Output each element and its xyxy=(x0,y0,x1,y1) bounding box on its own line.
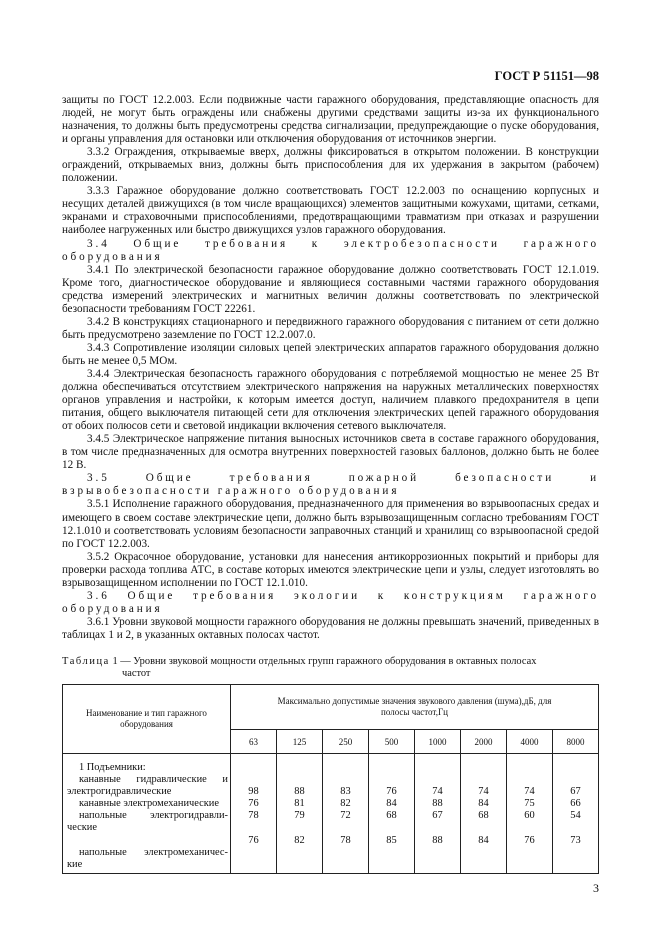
table-cell: 84 xyxy=(386,798,397,810)
freq-header: 125 xyxy=(277,730,323,754)
equipment-names xyxy=(63,754,231,874)
table-cell: 66 xyxy=(570,798,581,810)
value-column xyxy=(507,754,553,874)
row-label: кие xyxy=(67,858,83,870)
spacer xyxy=(369,762,414,774)
freq-header: 4000 xyxy=(507,730,553,754)
table-cell: 88 xyxy=(294,786,305,798)
freq-header: 1000 xyxy=(415,730,461,754)
value-column xyxy=(323,754,369,874)
noise-levels-table xyxy=(62,684,599,874)
spacer xyxy=(461,762,506,774)
spacer xyxy=(231,774,276,786)
spacer xyxy=(323,822,368,834)
table-cell: 60 xyxy=(524,810,535,822)
spacer xyxy=(369,774,414,786)
row-label: канавные электромеханические xyxy=(79,798,219,810)
paragraph: 3.4.2 В конструкциях стационарного и передвижного гаражного оборудования с питанием от сети должно быть предусмотрено заземление по ГОСТ 12.2.007.0. xyxy=(62,315,599,341)
table-cell: 98 xyxy=(248,786,259,798)
paragraph: 3.3.3 Гаражное оборудование должно соответствовать ГОСТ 12.2.003 по оснащению корпусных и несущих деталей движущихся (в том числе вращающихся) элементов защитными кожухами, щитами, сетками, экранами и страховочными приспособлениями, предотвращающими травматизм при отказах и разрушении наиболее нагруженных или быстро движущихся узлов гаражного оборудования. xyxy=(62,185,599,237)
table-cell: 67 xyxy=(570,786,581,798)
table-caption-text: 1 — Уровни звуковой мощности отдельных групп гаражного оборудования в октавных полосах xyxy=(109,656,537,667)
table-cell: 74 xyxy=(524,786,535,798)
value-column xyxy=(231,754,277,874)
table-cell: 84 xyxy=(478,798,489,810)
table-cell: 79 xyxy=(294,810,305,822)
section-heading: 3.4 Общие требования к электробезопасности гаражного оборудования xyxy=(62,237,599,263)
spacer xyxy=(507,762,552,774)
spacer xyxy=(415,774,460,786)
table-cell: 76 xyxy=(248,798,259,810)
value-column xyxy=(277,754,323,874)
table-cell: 82 xyxy=(340,798,351,810)
group-title: 1 Подъемники: xyxy=(79,762,146,773)
table-cell: 76 xyxy=(524,834,535,846)
freq-header: 8000 xyxy=(553,730,599,754)
spacer xyxy=(277,762,322,774)
spacer xyxy=(369,822,414,834)
paragraph: защиты по ГОСТ 12.2.003. Если подвижные части гаражного оборудования, представляющие опасность для людей, не могут быть ограждены или снабжены другими средствами защиты из-за их функционального назначения, то должны быть предусмотрены средства сигнализации, предупреждающие о пуске оборудования, и органы управления для остановки или отключения оборудования от источников энергии. xyxy=(62,94,599,146)
table-cell: 85 xyxy=(386,834,397,846)
paragraph: 3.4.4 Электрическая безопасность гаражного оборудования с потребляемой мощностью не менее 25 Вт должна обеспечиваться отсутствием электрического напряжения на наружных металлических поверхностях органов управления и настройки, к которым имеется доступ, наличием плавкого предохранителя в цепи питания, общего выключателя питающей сети для отключения электрических цепей гаражного оборудования от обоих полюсов сети и световой индикации включения сетевого выключателя. xyxy=(62,367,599,433)
table-caption xyxy=(62,656,599,680)
freq-header: 2000 xyxy=(461,730,507,754)
table-cell: 78 xyxy=(340,834,351,846)
column-header-name: Наименование и тип гаражного оборудования xyxy=(63,685,231,754)
spacer xyxy=(277,774,322,786)
column-header-span: Максимально допустимые значения звукового давления (шума),дБ, для полосы частот,Гц xyxy=(231,685,599,730)
table-cell: 72 xyxy=(340,810,351,822)
freq-header: 250 xyxy=(323,730,369,754)
row-label: напольные электрогидравли- xyxy=(79,810,228,822)
table-cell: 81 xyxy=(294,798,305,810)
spacer xyxy=(415,822,460,834)
spacer xyxy=(461,774,506,786)
spacer xyxy=(507,774,552,786)
paragraph: 3.4.3 Сопротивление изоляции силовых цепей электрических аппаратов гаражного оборудования должно быть не менее 0,5 МОм. xyxy=(62,341,599,367)
spacer xyxy=(461,822,506,834)
paragraph: 3.4.5 Электрическое напряжение питания выносных источников света в составе гаражного оборудования, в том числе предназначенных для осмотра внутренних поверхностей газовых баллонов, должно быть не более 12 В. xyxy=(62,433,599,472)
spacer xyxy=(277,822,322,834)
body-text xyxy=(62,94,599,642)
row-label: ческие xyxy=(67,822,97,834)
table-caption-text-2: частот xyxy=(122,668,151,679)
table-cell: 83 xyxy=(340,786,351,798)
table-cell: 68 xyxy=(386,810,397,822)
spacer xyxy=(231,822,276,834)
table-cell: 73 xyxy=(570,834,581,846)
document-header: ГОСТ Р 51151—98 xyxy=(494,69,599,83)
value-column xyxy=(369,754,415,874)
spacer xyxy=(231,762,276,774)
paragraph: 3.6.1 Уровни звуковой мощности гаражного оборудования не должны превышать значений, приведенных в таблицах 1 и 2, в указанных октавных полосах частот. xyxy=(62,615,599,641)
spacer xyxy=(323,762,368,774)
table-cell: 75 xyxy=(524,798,535,810)
spacer xyxy=(415,762,460,774)
value-column xyxy=(461,754,507,874)
table-caption-label: Таблица xyxy=(62,656,110,667)
spacer xyxy=(553,774,598,786)
row-label: напольные электромеханичес- xyxy=(79,846,228,858)
row-label: электрогидравлические xyxy=(67,786,172,798)
spacer xyxy=(553,762,598,774)
table-cell: 76 xyxy=(248,834,259,846)
section-heading: 3.6 Общие требования экологии к конструкциям гаражного оборудования xyxy=(62,589,599,615)
table-cell: 88 xyxy=(432,798,443,810)
paragraph: 3.4.1 По электрической безопасности гаражное оборудование должно соответствовать ГОСТ 12.1.019. Кроме того, диагностическое оборудование и являющиеся составными частями гаражного оборудования средства измерений электрических и магнитных величин должны соответствовать по электрической безопасности требованиям ГОСТ 22261. xyxy=(62,263,599,315)
table-cell: 54 xyxy=(570,810,581,822)
table-cell: 78 xyxy=(248,810,259,822)
table-cell: 74 xyxy=(478,786,489,798)
spacer xyxy=(323,774,368,786)
value-column xyxy=(553,754,599,874)
paragraph: 3.5.1 Исполнение гаражного оборудования, предназначенного для применения во взрывоопасных средах и имеющего в своем составе электрические цепи, должно быть взрывозащищенным согласно требованиям ГОСТ 12.1.010 и соответствовать условиям безопасности заправочных станций и хранилищ со взрывоопасной средой по ГОСТ 12.2.003. xyxy=(62,498,599,550)
table-cell: 82 xyxy=(294,834,305,846)
spacer xyxy=(553,822,598,834)
table-cell: 68 xyxy=(478,810,489,822)
freq-header: 500 xyxy=(369,730,415,754)
table-cell: 88 xyxy=(432,834,443,846)
spacer xyxy=(507,822,552,834)
table-cell: 67 xyxy=(432,810,443,822)
freq-header: 63 xyxy=(231,730,277,754)
table-cell: 76 xyxy=(386,786,397,798)
value-column xyxy=(415,754,461,874)
page-number: 3 xyxy=(593,881,599,895)
paragraph: 3.3.2 Ограждения, открываемые вверх, должны фиксироваться в открытом положении. В конструкции ограждений, открываемых вниз, должны быть приспособления для их удержания в закрытом (рабочем) положении. xyxy=(62,146,599,185)
paragraph: 3.5.2 Окрасочное оборудование, установки для нанесения антикоррозионных покрытий и приборы для проверки расхода топлива АТС, в составе которых имеются электрические цепи и узлы, следует изготовлять во взрывозащищенном исполнении по ГОСТ 12.1.010. xyxy=(62,550,599,589)
table-cell: 84 xyxy=(478,834,489,846)
row-label: канавные гидравлические и xyxy=(79,774,228,786)
table-cell: 74 xyxy=(432,786,443,798)
section-heading: 3.5 Общие требования пожарной безопасности и взрывобезопасности гаражного оборудования xyxy=(62,472,599,498)
